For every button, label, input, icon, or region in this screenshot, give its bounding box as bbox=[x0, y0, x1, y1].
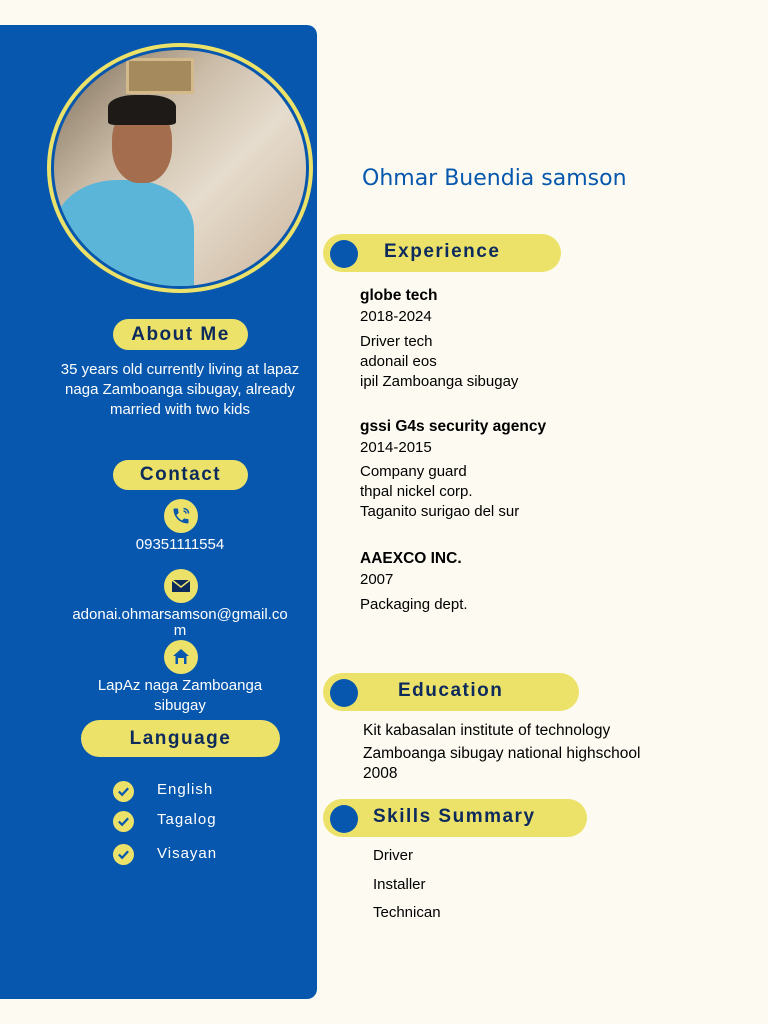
bullet-dot bbox=[330, 805, 358, 833]
language-item: English bbox=[157, 781, 214, 798]
language-heading: Language bbox=[81, 720, 280, 757]
skill-item: Driver bbox=[373, 847, 413, 864]
job-detail: Driver tech bbox=[360, 333, 433, 350]
profile-photo bbox=[54, 50, 306, 286]
phone-icon bbox=[164, 499, 198, 533]
email-address bbox=[50, 605, 310, 641]
job-years: 2007 bbox=[360, 571, 394, 588]
experience-heading-label: Experience bbox=[384, 241, 501, 262]
email-line-2: m bbox=[173, 622, 187, 639]
address-line-1: LapAz naga Zamboanga bbox=[97, 677, 263, 694]
job-detail: adonail eos bbox=[360, 353, 437, 370]
full-name: Ohmar Buendia samson bbox=[362, 166, 627, 191]
job-company: gssi G4s security agency bbox=[360, 418, 547, 435]
language-item: Tagalog bbox=[157, 811, 217, 828]
check-circle-icon bbox=[113, 811, 134, 832]
job-detail: Packaging dept. bbox=[360, 596, 468, 613]
education-line: Zamboanga sibugay national highschool bbox=[363, 745, 641, 762]
job-detail: ipil Zamboanga sibugay bbox=[360, 373, 519, 390]
skill-item: Technican bbox=[373, 904, 441, 921]
job-detail: thpal nickel corp. bbox=[360, 483, 473, 500]
skills-heading bbox=[323, 799, 587, 837]
profile-photo-frame bbox=[47, 43, 313, 293]
home-address bbox=[80, 676, 280, 716]
language-item: Visayan bbox=[157, 845, 218, 862]
skills-heading-label: Skills Summary bbox=[373, 806, 536, 827]
job-detail: Taganito surigao del sur bbox=[360, 503, 520, 520]
bullet-dot bbox=[330, 240, 358, 268]
job-detail: Company guard bbox=[360, 463, 467, 480]
skill-item: Installer bbox=[373, 876, 426, 893]
job-company: AAEXCO INC. bbox=[360, 550, 462, 567]
home-icon bbox=[164, 640, 198, 674]
address-line-2: sibugay bbox=[154, 697, 206, 714]
job-years: 2014-2015 bbox=[360, 439, 432, 456]
bullet-dot bbox=[330, 679, 358, 707]
about-me-heading: About Me bbox=[113, 319, 248, 350]
check-circle-icon bbox=[113, 844, 134, 865]
check-circle-icon bbox=[113, 781, 134, 802]
email-line-1: adonai.ohmarsamson@gmail.co bbox=[72, 606, 288, 623]
job-company: globe tech bbox=[360, 287, 438, 304]
experience-heading bbox=[323, 234, 561, 272]
contact-heading: Contact bbox=[113, 460, 248, 490]
about-me-text: 35 years old currently living at lapaz naga Zamboanga sibugay, already married with two kids bbox=[60, 361, 300, 418]
job-years: 2018-2024 bbox=[360, 308, 432, 325]
education-line: 2008 bbox=[363, 765, 398, 782]
education-heading bbox=[323, 673, 579, 711]
education-heading-label: Education bbox=[398, 680, 504, 701]
education-line: Kit kabasalan institute of technology bbox=[363, 722, 611, 739]
envelope-icon bbox=[164, 569, 198, 603]
phone-number: 09351111554 bbox=[135, 536, 225, 553]
